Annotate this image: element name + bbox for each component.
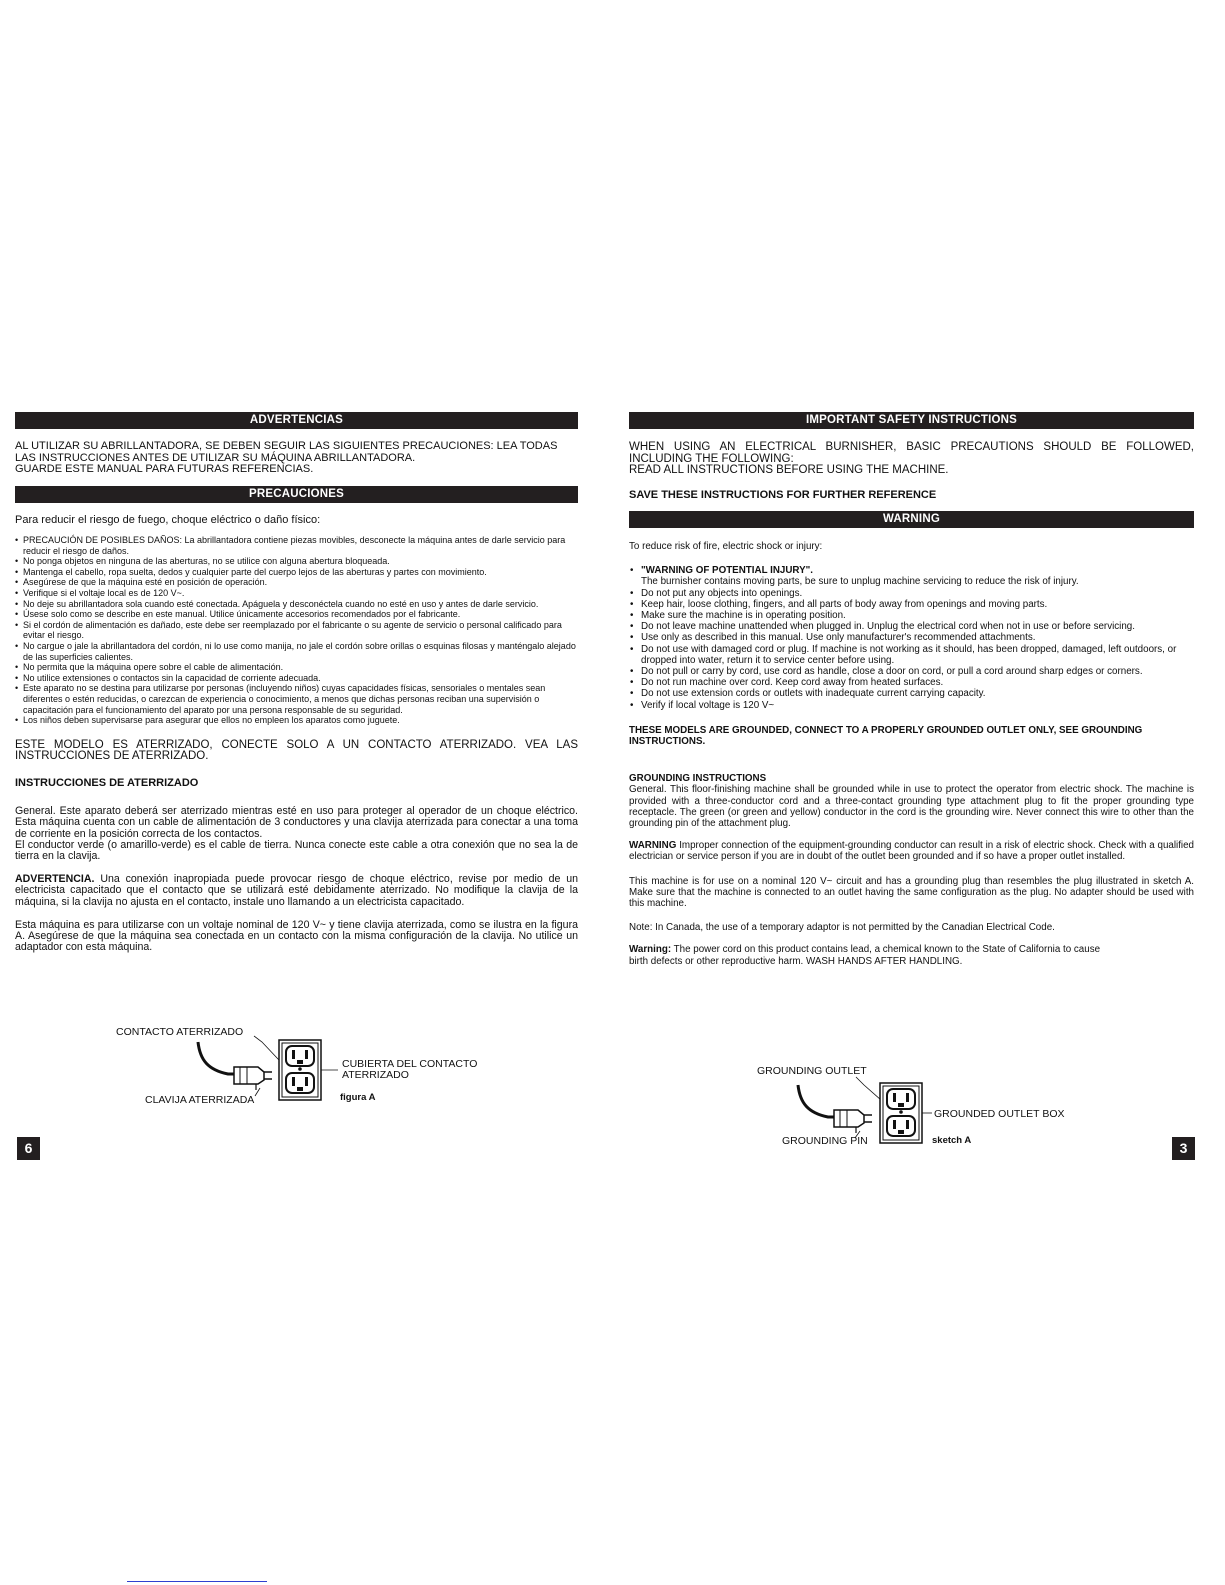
warning-label: WARNING xyxy=(629,840,677,852)
save-instructions: SAVE THESE INSTRUCTIONS FOR FURTHER REFERENCE xyxy=(629,488,937,501)
figure-a xyxy=(110,1022,510,1112)
list-item: • Do not pull or carry by cord, use cord as handle, close a door on cord, or pull a cord around sharp edges or corners. xyxy=(629,666,1194,677)
grounding-instructions-header: GROUNDING INSTRUCTIONS xyxy=(629,773,767,785)
outlet-plug-icon xyxy=(110,1022,350,1112)
warning-header: WARNING xyxy=(629,511,1194,528)
list-item: • Úsese solo como se describe en este manual. Utilice únicamente accesorios recomendados por el fabricante. xyxy=(15,609,578,620)
potential-injury-text: The burnisher contains moving parts, be sure to unplug machine servicing to reduce the risk of injury. xyxy=(641,576,1079,588)
safety-instructions-header: IMPORTANT SAFETY INSTRUCTIONS xyxy=(629,412,1194,429)
intro-line: LAS INSTRUCCIONES ANTES DE UTILIZAR SU MÁQUINA ABRILLANTADORA. xyxy=(15,451,416,464)
list-item: • Verify if local voltage is 120 V~ xyxy=(629,700,1194,711)
warning-text: Improper connection of the equipment-grounding conductor can result in a risk of electric shock. Check with a qualified electrician or service person if you are in doubt of the outlet been grounded and if so have a proper outlet installed. xyxy=(629,840,1194,863)
list-item: • No cargue o jale la abrillantadora del cordón, ni lo use como manija, no jale el cordón sobre orillas o esquinas filosas y manténgalo alejado de las superficies calientes. xyxy=(15,641,578,662)
voltage-paragraph: Esta máquina es para utilizarse con un voltaje nominal de 120 V~ y tiene clavija aterrizada, como se ilustra en la figura A. Asegúrese de que la máquina sea conectada en un contacto con la misma configuración de la clavija. No utilice un adaptador con esta máquina. xyxy=(15,918,578,954)
outlet-label: CONTACTO ATERRIZADO xyxy=(116,1026,244,1038)
list-item: • Make sure the machine is in operating position. xyxy=(629,610,1194,621)
page-number-left: 6 xyxy=(17,1137,40,1160)
list-item: • Mantenga el cabello, ropa suelta, dedos y cualquier parte del cuerpo lejos de las aberturas y partes con movimiento. xyxy=(15,567,578,578)
sketch-caption: sketch A xyxy=(932,1135,972,1146)
plug-label: CLAVIJA ATERRIZADA xyxy=(145,1094,255,1106)
list-item: • Keep hair, loose clothing, fingers, and all parts of body away from openings and moving parts. xyxy=(629,599,1194,610)
lead-warning-text-2: birth defects or other reproductive harm. WASH HANDS AFTER HANDLING. xyxy=(629,955,963,967)
left-page xyxy=(15,412,578,953)
list-item: • No utilice extensiones o contactos sin la capacidad de corriente adecuada. xyxy=(15,673,578,684)
nominal-paragraph: This machine is for use on a nominal 120 V~ circuit and has a grounding plug than resembles the plug illustrated in sketch A. Make sure that the machine is connected to an outlet having the same configuration as the plug. No adapter should be used with this machine. xyxy=(629,875,1194,910)
list-item: • Do not use extension cords or outlets with inadequate current carrying capacity. xyxy=(629,688,1194,699)
advertencia-paragraph xyxy=(15,874,578,908)
canada-note: Note: In Canada, the use of a temporary adaptor is not permitted by the Canadian Electrical Code. xyxy=(629,922,1055,934)
intro-line: READ ALL INSTRUCTIONS BEFORE USING THE MACHINE. xyxy=(629,464,949,476)
list-item: • Si el cordón de alimentación es dañado, este debe ser reemplazado por el fabricante o su agente de servicio o personal calificado para evitar el riesgo. xyxy=(15,620,578,641)
grounded-notice: THESE MODELS ARE GROUNDED, CONNECT TO A PROPERLY GROUNDED OUTLET ONLY, SEE GROUNDING INSTRUCTIONS. xyxy=(629,724,1143,748)
advertencia-text: Una conexión inapropiada puede provocar riesgo de choque eléctrico, revise por medio de un electricista capacitado que el contacto que se utilizará esté debidamente aterrizado. No modifique la clavija de la máquina, si la clavija no ajusta en el contacto, instale uno llamando a un electricista capacitado. xyxy=(15,873,578,908)
conductor-text: El conductor verde (o amarillo-verde) es el cable de tierra. Nunca conecte este cable a otra conexión que no sea la de tierra en la clavija. xyxy=(15,838,578,862)
advertencia-label: ADVERTENCIA. xyxy=(15,873,95,886)
cover-label-1: CUBIERTA DEL CONTACTO xyxy=(342,1058,478,1070)
general-paragraph: General. This floor-finishing machine shall be grounded while in use to protect the operator from electric shock. The machine is provided with a three-conductor cord and a three-contact grounding type attachment plug to fit the proper grounding type receptacle. The green (or green and yellow) conductor in the cord is the grounding wire. Never connect this wire to other than the grounding pin of the attachment plug. xyxy=(629,784,1194,830)
general-paragraph xyxy=(15,806,578,862)
box-label: GROUNDED OUTLET BOX xyxy=(934,1108,1065,1120)
advertencias-intro xyxy=(15,441,578,476)
cover-label-2: ATERRIZADO xyxy=(342,1069,409,1081)
precautions-list xyxy=(15,535,578,726)
page-number-right: 3 xyxy=(1172,1137,1195,1160)
warning-paragraph xyxy=(629,840,1194,862)
grounding-instructions-header: INSTRUCCIONES DE ATERRIZADO xyxy=(15,776,199,789)
link-underline xyxy=(127,1581,267,1582)
outlet-label: GROUNDING OUTLET xyxy=(757,1065,867,1077)
warnings-list xyxy=(629,565,1194,711)
list-item xyxy=(629,565,1194,587)
intro-line: INCLUDING THE FOLLOWING: xyxy=(629,452,794,465)
lead-warning-label: Warning: xyxy=(629,944,672,956)
intro-line: WHEN USING AN ELECTRICAL BURNISHER, BASIC PRECAUTIONS SHOULD BE FOLLOWED, xyxy=(629,441,1194,453)
list-item: • No ponga objetos en ninguna de las aberturas, no se utilice con alguna abertura bloqueada. xyxy=(15,556,578,567)
intro-line: GUARDE ESTE MANUAL PARA FUTURAS REFERENCIAS. xyxy=(15,463,314,475)
list-item: • Do not put any objects into openings. xyxy=(629,588,1194,599)
list-item: • Los niños deben supervisarse para asegurar que ellos no empleen los aparatos como juguete. xyxy=(15,715,578,726)
list-item: • Verifique si el voltaje local es de 120 V~. xyxy=(15,588,578,599)
potential-injury-title: "WARNING OF POTENTIAL INJURY". xyxy=(641,565,814,577)
outlet-plug-icon xyxy=(752,1063,934,1153)
pin-label: GROUNDING PIN xyxy=(782,1135,868,1147)
reduce-risk-text: To reduce risk of fire, electric shock or injury: xyxy=(629,541,823,552)
list-item: • Do not leave machine unattended when plugged in. Unplug the electrical cord when not in use or before servicing. xyxy=(629,621,1194,632)
figure-caption: figura A xyxy=(340,1092,376,1103)
list-item: • Do not use with damaged cord or plug. If machine is not working as it should, has been dropped, damaged, left outdoors, or dropped into water, return it to service center before using. xyxy=(629,644,1194,666)
list-item: • Do not run machine over cord. Keep cord away from heated surfaces. xyxy=(629,677,1194,688)
list-item: • No permita que la máquina opere sobre el cable de alimentación. xyxy=(15,662,578,673)
general-text: General. Este aparato deberá ser aterrizado mientras esté en uso para proteger al operador de un choque eléctrico. Esta máquina cuenta con un cable de alimentación de 3 conductores y una clavija aterrizada para conectar a una toma de corriente en la posición correcta de los contactos. xyxy=(15,805,578,840)
lead-warning xyxy=(629,944,1194,966)
right-page xyxy=(629,412,1194,967)
sketch-a xyxy=(752,1063,1092,1153)
list-item: • Este aparato no se destina para utilizarse por personas (incluyendo niños) cuyas capacidades físicas, sensoriales o mentales sean diferentes o estén reducidas, o carezcan de experiencia o conocimiento, a menos que dichas personas reciban una supervisión o capacitación para el funcionamiento del aparato por una persona responsable de su seguridad. xyxy=(15,683,578,715)
list-item: • Use only as described in this manual. Use only manufacturer's recommended attachments. xyxy=(629,632,1194,643)
grounded-notice: ESTE MODELO ES ATERRIZADO, CONECTE SOLO A UN CONTACTO ATERRIZADO. VEA LAS INSTRUCCIONES DE ATERRIZADO. xyxy=(15,738,578,763)
safety-intro xyxy=(629,442,1194,477)
precauciones-header: PRECAUCIONES xyxy=(15,486,578,503)
lead-warning-text-1: The power cord on this product contains lead, a chemical known to the State of California to cause xyxy=(671,944,1101,956)
list-item: • PRECAUCIÓN DE POSIBLES DAÑOS: La abrillantadora contiene piezas movibles, desconecte la máquina antes de darle servicio para reducir el riesgo de daños. xyxy=(15,535,578,556)
list-item: • No deje su abrillantadora sola cuando esté conectada. Apáguela y desconéctela cuando no esté en uso y antes de darle servicio. xyxy=(15,599,578,610)
reduce-risk-text: Para reducir el riesgo de fuego, choque eléctrico o daño físico: xyxy=(15,513,321,526)
list-item: • Asegúrese de que la máquina esté en posición de operación. xyxy=(15,577,578,588)
advertencias-header: ADVERTENCIAS xyxy=(15,412,578,429)
intro-line: AL UTILIZAR SU ABRILLANTADORA, SE DEBEN SEGUIR LAS SIGUIENTES PRECAUCIONES: LEA TODAS xyxy=(15,440,558,452)
